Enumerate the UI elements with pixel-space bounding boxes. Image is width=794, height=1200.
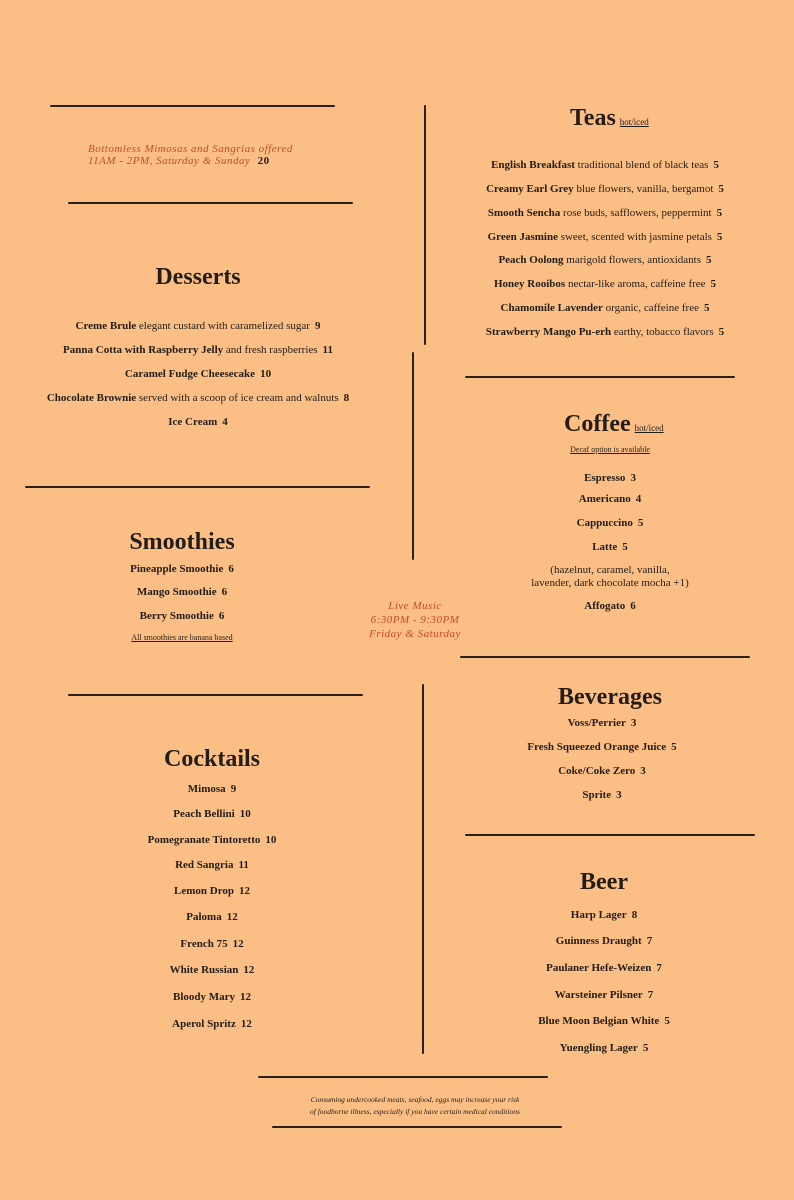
item-name: Caramel Fudge Cheesecake [124, 368, 256, 380]
item-desc: sweet, scented with jasmine petals [560, 231, 712, 243]
list-item [452, 717, 752, 729]
item-price: 10 [265, 834, 277, 846]
list-item [112, 859, 312, 871]
coffee-tag: hot/iced [634, 423, 664, 433]
list-item [440, 183, 770, 195]
item-price: 4 [222, 416, 228, 428]
list-item [440, 302, 770, 314]
item-name: Mango Smoothie [136, 586, 217, 598]
promo-line-2-wrap [88, 155, 348, 167]
list-item [454, 1015, 754, 1027]
list-item [0, 392, 396, 404]
list-item [112, 885, 312, 897]
list-item [454, 935, 754, 947]
live-music-line-2: 6:30PM - 9:30PM [370, 614, 460, 626]
item-desc: marigold flowers, antioxidants [566, 254, 702, 266]
item-name: Affogato [584, 600, 626, 612]
divider [272, 1126, 562, 1128]
item-name: Aperol Spritz [172, 1018, 236, 1030]
item-price: 11 [238, 859, 249, 871]
item-name: Coke/Coke Zero [558, 765, 636, 777]
item-desc: earthy, tobacco flavors [613, 326, 714, 338]
item-price: 5 [706, 254, 712, 266]
item-name: Creme Brule [75, 320, 137, 332]
item-price: 5 [637, 517, 644, 529]
smoothies-list [82, 563, 282, 648]
promo-price: 20 [257, 155, 270, 167]
beer-list [454, 909, 754, 1059]
item-price: 8 [631, 909, 638, 921]
item-desc: elegant custard with caramelized sugar [138, 320, 310, 332]
item-name: Americano [578, 493, 631, 505]
list-item [82, 586, 282, 598]
divider [258, 1076, 548, 1078]
item-price: 5 [664, 1015, 670, 1027]
item-price: 10 [260, 368, 272, 380]
list-item [112, 938, 312, 950]
item-price: 5 [622, 541, 628, 553]
list-item [0, 416, 396, 428]
item-price: 5 [703, 302, 710, 314]
item-name: Cappuccino [576, 517, 633, 529]
item-name: Honey Rooibos [493, 278, 566, 290]
item-name: French 75 [180, 938, 228, 950]
item-desc: served with a scoop of ice cream and walnuts [138, 392, 339, 404]
latte-flavors-1: (hazelnut, caramel, vanilla, [550, 564, 670, 576]
item-price: 8 [343, 392, 350, 404]
divider [25, 486, 370, 488]
item-name: Chocolate Brownie [46, 392, 137, 404]
list-item [112, 783, 312, 795]
list-item [452, 741, 752, 753]
divider [412, 352, 414, 560]
list-item [460, 600, 760, 612]
item-desc: nectar-like aroma, caffeine free [567, 278, 706, 290]
divider [422, 684, 424, 1054]
teas-list [440, 159, 770, 339]
item-price: 11 [322, 344, 333, 356]
item-price: 3 [630, 472, 636, 484]
item-desc: blue flowers, vanilla, bergamot [576, 183, 714, 195]
item-price: 9 [230, 783, 237, 795]
coffee-title [564, 411, 664, 438]
item-price: 3 [616, 789, 622, 801]
list-item [440, 278, 770, 290]
list-item [454, 909, 754, 921]
list-item [460, 493, 760, 505]
list-item [112, 1018, 312, 1030]
item-name: White Russian [169, 964, 239, 976]
item-name: Paulaner Hefe-Weizen [546, 962, 652, 974]
list-item [460, 541, 760, 553]
item-desc: traditional blend of black teas [577, 159, 709, 171]
item-price: 3 [630, 717, 637, 729]
list-item [112, 911, 312, 923]
beer-title: Beer [580, 869, 628, 895]
item-price: 6 [228, 563, 234, 575]
smoothies-note: All smoothies are banana based [131, 633, 233, 642]
divider [465, 376, 735, 378]
latte-flavors-2: lavender, dark chocolate mocha +1) [531, 577, 689, 589]
item-name: Chamomile Lavender [500, 302, 603, 314]
item-price: 5 [642, 1042, 649, 1054]
item-price: 10 [239, 808, 251, 820]
coffee-list [460, 445, 760, 615]
item-price: 7 [646, 935, 653, 947]
item-price: 5 [718, 326, 725, 338]
list-item [112, 964, 312, 976]
divider [68, 694, 363, 696]
item-name: Yuengling Lager [559, 1042, 638, 1054]
item-price: 5 [716, 207, 723, 219]
item-name: Harp Lager [570, 909, 627, 921]
list-item [440, 326, 770, 338]
item-name: Sprite [582, 789, 612, 801]
item-name: Latte [592, 541, 618, 553]
divider [460, 656, 750, 658]
list-item [440, 159, 770, 171]
coffee-title-text: Coffee [564, 411, 631, 437]
list-item [440, 207, 770, 219]
beverages-list [452, 717, 752, 807]
item-desc: rose buds, safflowers, peppermint [563, 207, 712, 219]
cocktails-list [112, 783, 312, 1033]
item-name: Blue Moon Belgian White [538, 1015, 660, 1027]
cocktails-title: Cocktails [164, 746, 260, 772]
divider [68, 202, 353, 204]
item-name: Green Jasmine [487, 231, 558, 243]
item-price: 12 [240, 991, 252, 1003]
promo-line-2: 11AM - 2PM, Saturday & Sunday [88, 155, 251, 167]
item-price: 12 [232, 938, 244, 950]
list-item [454, 1042, 754, 1054]
item-price: 3 [640, 765, 646, 777]
item-name: Guinness Draught [555, 935, 642, 947]
item-name: Mimosa [187, 783, 226, 795]
item-name: Warsteiner Pilsner [554, 989, 643, 1001]
item-name: Strawberry Mango Pu-erh [485, 326, 612, 338]
item-name: Berry Smoothie [139, 610, 214, 622]
item-name: Red Sangria [175, 859, 234, 871]
list-item [460, 472, 760, 484]
teas-title [570, 105, 649, 132]
smoothies-title: Smoothies [129, 529, 235, 555]
item-name: Ice Cream [168, 416, 218, 428]
item-price: 7 [647, 989, 654, 1001]
list-item [82, 563, 282, 575]
item-name: Paloma [186, 911, 222, 923]
item-name: Bloody Mary [172, 991, 236, 1003]
item-price: 5 [713, 159, 719, 171]
desserts-title: Desserts [155, 264, 241, 290]
brunch-promo [88, 143, 348, 167]
foodborne-illness-disclaimer [270, 1094, 560, 1118]
promo-line-1: Bottomless Mimosas and Sangrias offered [88, 143, 293, 155]
live-music-line-1: Live Music [388, 600, 442, 612]
item-name: Creamy Earl Grey [486, 183, 574, 195]
item-price: 5 [671, 741, 677, 753]
disclaimer-line-2: of foodborne illness, especially if you have certain medical conditions [310, 1107, 520, 1116]
beverages-title: Beverages [558, 684, 662, 710]
item-price: 7 [656, 962, 662, 974]
item-name: Peach Oolong [498, 254, 564, 266]
item-name: Lemon Drop [174, 885, 234, 897]
item-price: 5 [710, 278, 717, 290]
list-item [454, 989, 754, 1001]
item-price: 6 [630, 600, 636, 612]
teas-title-text: Teas [570, 105, 616, 131]
list-item [0, 368, 396, 380]
list-item [112, 991, 312, 1003]
divider [465, 834, 755, 836]
item-price: 4 [635, 493, 642, 505]
item-price: 6 [221, 586, 228, 598]
item-name: Pineapple Smoothie [130, 563, 224, 575]
disclaimer-line-1: Consuming undercooked meats, seafood, eggs may increase your risk [310, 1095, 520, 1104]
item-desc: organic, caffeine free [605, 302, 699, 314]
item-price: 6 [218, 610, 225, 622]
item-name: Fresh Squeezed Orange Juice [527, 741, 667, 753]
list-item [460, 517, 760, 529]
item-price: 5 [718, 183, 724, 195]
item-price: 9 [314, 320, 321, 332]
item-price: 12 [243, 964, 255, 976]
divider [50, 105, 335, 107]
item-price: 12 [240, 1018, 252, 1030]
live-music-line-3: Friday & Saturday [369, 628, 461, 640]
list-item [452, 789, 752, 801]
decaf-note: Decaf option is available [570, 445, 650, 454]
item-name: Panna Cotta with Raspberry Jelly [63, 344, 224, 356]
list-item [452, 765, 752, 777]
list-item [440, 231, 770, 243]
item-name: Voss/Perrier [567, 717, 626, 729]
item-name: Peach Bellini [173, 808, 235, 820]
item-name: Smooth Sencha [487, 207, 561, 219]
item-price: 12 [239, 885, 250, 897]
divider [424, 105, 426, 345]
item-price: 5 [716, 231, 723, 243]
list-item [454, 962, 754, 974]
list-item [112, 808, 312, 820]
item-price: 12 [226, 911, 238, 923]
item-name: Pomegranate Tintoretto [147, 834, 261, 846]
list-item [0, 320, 396, 332]
item-name: Espresso [584, 472, 626, 484]
list-item [112, 834, 312, 846]
item-desc: and fresh raspberries [225, 344, 318, 356]
list-item [82, 610, 282, 622]
item-name: English Breakfast [491, 159, 575, 171]
desserts-list [0, 320, 396, 440]
list-item [440, 254, 770, 266]
teas-tag: hot/iced [619, 117, 649, 127]
list-item [0, 344, 396, 356]
